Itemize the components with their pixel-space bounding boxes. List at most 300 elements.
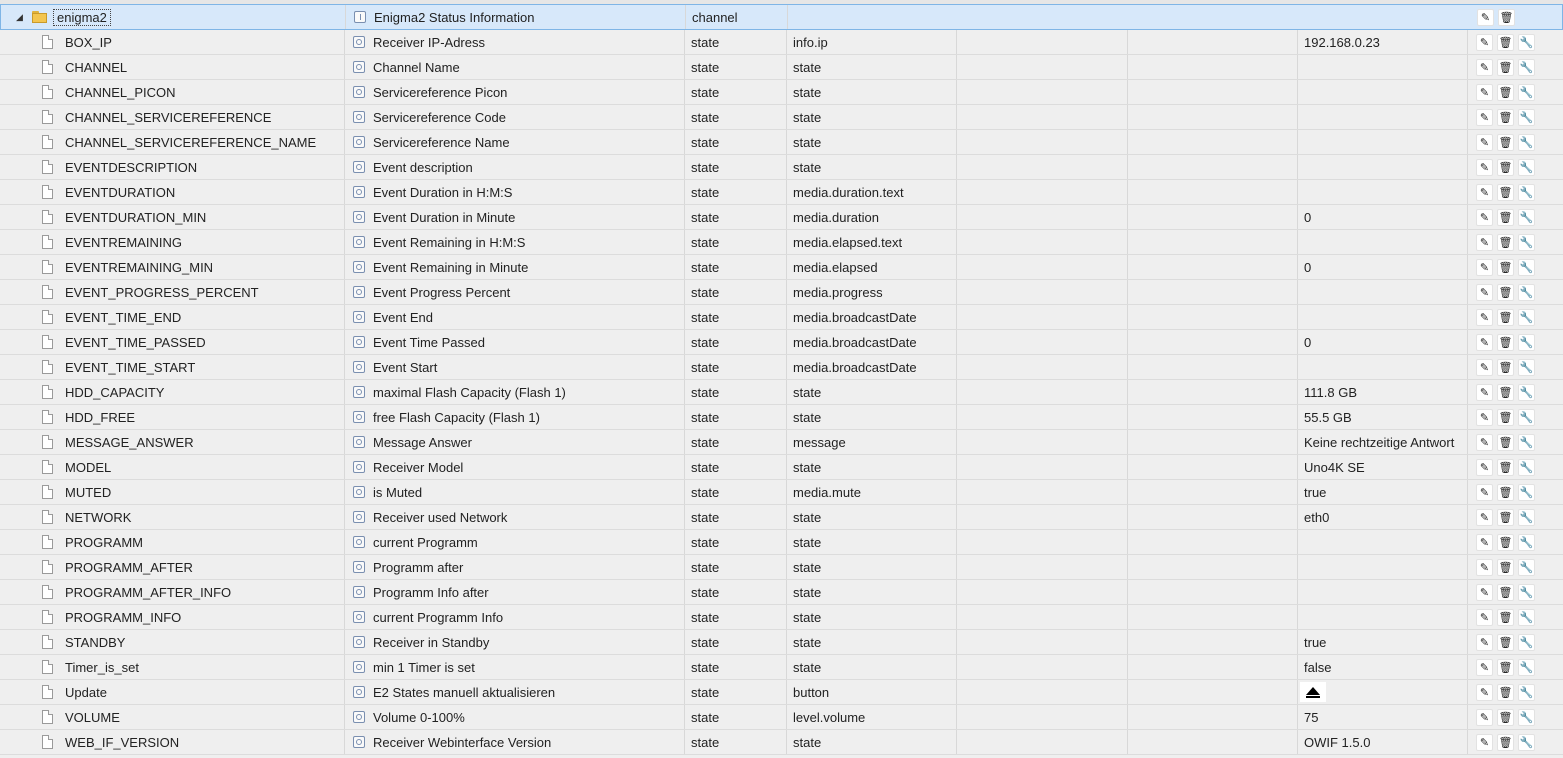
state-description: Event Start bbox=[373, 359, 438, 375]
state-row-update[interactable] bbox=[0, 680, 1563, 705]
state-file-icon bbox=[42, 310, 53, 324]
value-cell[interactable] bbox=[1298, 280, 1468, 304]
state-name: NETWORK bbox=[65, 509, 132, 525]
delete-button[interactable]: 🗑 bbox=[1497, 34, 1514, 51]
state-type-icon bbox=[353, 611, 365, 623]
edit-button[interactable]: ✎ bbox=[1476, 534, 1493, 551]
delete-button[interactable]: 🗑 bbox=[1497, 709, 1514, 726]
role-cell: state bbox=[787, 505, 957, 529]
name-cell bbox=[0, 30, 345, 54]
state-name: EVENTREMAINING bbox=[65, 234, 183, 250]
state-row-muted[interactable] bbox=[0, 480, 1563, 505]
folder-icon bbox=[32, 11, 47, 23]
edit-button[interactable]: ✎ bbox=[1476, 659, 1493, 676]
value-cell[interactable]: OWIF 1.5.0 bbox=[1298, 730, 1468, 754]
state-file-icon bbox=[42, 185, 53, 199]
function-cell bbox=[1128, 455, 1298, 479]
function-cell bbox=[1128, 730, 1298, 754]
delete-button[interactable]: 🗑 bbox=[1497, 684, 1514, 701]
state-name: EVENTREMAINING_MIN bbox=[65, 259, 214, 275]
value-cell[interactable] bbox=[1298, 55, 1468, 79]
edit-button[interactable]: ✎ bbox=[1476, 259, 1493, 276]
state-row-eventremaining[interactable] bbox=[0, 230, 1563, 255]
room-cell bbox=[957, 230, 1128, 254]
type-cell: state bbox=[685, 205, 787, 229]
delete-button[interactable]: 🗑 bbox=[1497, 334, 1514, 351]
description-cell bbox=[346, 5, 686, 29]
delete-button[interactable]: 🗑 bbox=[1497, 634, 1514, 651]
actions-cell bbox=[1468, 380, 1563, 404]
role-cell: media.elapsed.text bbox=[787, 230, 957, 254]
description-cell bbox=[345, 330, 685, 354]
settings-button[interactable]: 🔧 bbox=[1518, 684, 1535, 701]
state-name: EVENTDESCRIPTION bbox=[65, 159, 198, 175]
actions-cell bbox=[1468, 705, 1563, 729]
edit-button[interactable]: ✎ bbox=[1476, 559, 1493, 576]
role-cell: state bbox=[787, 530, 957, 554]
actions-cell bbox=[1468, 405, 1563, 429]
delete-button[interactable]: 🗑 bbox=[1497, 134, 1514, 151]
delete-button[interactable]: 🗑 bbox=[1497, 109, 1514, 126]
description-cell bbox=[345, 105, 685, 129]
state-description: Message Answer bbox=[373, 434, 472, 450]
state-description: E2 States manuell aktualisieren bbox=[373, 684, 556, 700]
state-row-event-time-end[interactable] bbox=[0, 305, 1563, 330]
edit-button[interactable]: ✎ bbox=[1476, 459, 1493, 476]
room-cell bbox=[957, 505, 1128, 529]
type-cell: state bbox=[685, 480, 787, 504]
edit-button[interactable]: ✎ bbox=[1476, 109, 1493, 126]
state-description: Receiver IP-Adress bbox=[373, 34, 485, 50]
role-cell: state bbox=[787, 105, 957, 129]
name-cell bbox=[0, 55, 345, 79]
update-trigger-button[interactable] bbox=[1300, 682, 1326, 702]
settings-button[interactable]: 🔧 bbox=[1518, 609, 1535, 626]
state-row-event-time-start[interactable] bbox=[0, 355, 1563, 380]
role-cell: state bbox=[787, 655, 957, 679]
state-description: is Muted bbox=[373, 484, 423, 500]
edit-button[interactable]: ✎ bbox=[1476, 484, 1493, 501]
actions-cell bbox=[1468, 580, 1563, 604]
state-row-programm-info[interactable] bbox=[0, 605, 1563, 630]
state-file-icon bbox=[42, 560, 53, 574]
value-cell[interactable] bbox=[1298, 355, 1468, 379]
value-cell[interactable]: 192.168.0.23 bbox=[1298, 30, 1468, 54]
delete-button[interactable]: 🗑 bbox=[1497, 359, 1514, 376]
value-cell[interactable]: eth0 bbox=[1298, 505, 1468, 529]
role-cell: media.broadcastDate bbox=[787, 305, 957, 329]
type-cell: state bbox=[685, 555, 787, 579]
name-cell bbox=[0, 355, 345, 379]
value-cell[interactable] bbox=[1298, 680, 1468, 704]
function-cell bbox=[1128, 405, 1298, 429]
settings-button[interactable]: 🔧 bbox=[1518, 209, 1535, 226]
state-file-icon bbox=[42, 335, 53, 349]
type-cell: state bbox=[685, 430, 787, 454]
state-description: Servicereference Code bbox=[373, 109, 506, 125]
state-file-icon bbox=[42, 735, 53, 749]
name-cell bbox=[0, 130, 345, 154]
state-file-icon bbox=[42, 210, 53, 224]
state-row-channel-servicereference-name[interactable] bbox=[0, 130, 1563, 155]
actions-cell bbox=[1468, 330, 1563, 354]
role-cell: media.elapsed bbox=[787, 255, 957, 279]
value-cell[interactable]: 55.5 GB bbox=[1298, 405, 1468, 429]
description-cell bbox=[345, 355, 685, 379]
state-row-programm[interactable] bbox=[0, 530, 1563, 555]
state-row-hdd-capacity[interactable] bbox=[0, 380, 1563, 405]
edit-button[interactable]: ✎ bbox=[1476, 234, 1493, 251]
edit-button[interactable]: ✎ bbox=[1476, 59, 1493, 76]
settings-button[interactable]: 🔧 bbox=[1518, 184, 1535, 201]
type-cell: channel bbox=[686, 5, 788, 29]
edit-button[interactable]: ✎ bbox=[1476, 609, 1493, 626]
settings-button[interactable]: 🔧 bbox=[1518, 559, 1535, 576]
room-cell bbox=[957, 630, 1128, 654]
role-cell: state bbox=[787, 55, 957, 79]
edit-button[interactable]: ✎ bbox=[1476, 734, 1493, 751]
room-cell bbox=[957, 705, 1128, 729]
state-row-programm-after[interactable] bbox=[0, 555, 1563, 580]
settings-button[interactable]: 🔧 bbox=[1518, 634, 1535, 651]
type-cell: state bbox=[685, 455, 787, 479]
edit-button[interactable]: ✎ bbox=[1476, 634, 1493, 651]
settings-button[interactable]: 🔧 bbox=[1518, 284, 1535, 301]
value-cell[interactable] bbox=[1298, 80, 1468, 104]
settings-button[interactable]: 🔧 bbox=[1518, 234, 1535, 251]
role-cell: state bbox=[787, 130, 957, 154]
actions-cell bbox=[1468, 30, 1563, 54]
type-cell: state bbox=[685, 580, 787, 604]
state-description: free Flash Capacity (Flash 1) bbox=[373, 409, 540, 425]
role-cell: message bbox=[787, 430, 957, 454]
value-cell[interactable]: 0 bbox=[1298, 255, 1468, 279]
state-row-box-ip[interactable] bbox=[0, 30, 1563, 55]
role-cell: state bbox=[787, 630, 957, 654]
role-cell: media.progress bbox=[787, 280, 957, 304]
role-cell: state bbox=[787, 80, 957, 104]
channel-row-enigma2[interactable] bbox=[0, 4, 1563, 30]
type-cell: state bbox=[685, 530, 787, 554]
settings-button[interactable]: 🔧 bbox=[1518, 34, 1535, 51]
state-file-icon bbox=[42, 685, 53, 699]
type-cell: state bbox=[685, 330, 787, 354]
value-cell[interactable] bbox=[1298, 230, 1468, 254]
settings-button[interactable]: 🔧 bbox=[1518, 259, 1535, 276]
description-cell bbox=[345, 230, 685, 254]
state-description: Event Progress Percent bbox=[373, 284, 511, 300]
state-description: Event Remaining in H:M:S bbox=[373, 234, 526, 250]
name-cell bbox=[0, 655, 345, 679]
settings-button[interactable]: 🔧 bbox=[1518, 134, 1535, 151]
state-row-programm-after-info[interactable] bbox=[0, 580, 1563, 605]
name-cell bbox=[0, 605, 345, 629]
room-cell bbox=[957, 455, 1128, 479]
settings-button[interactable]: 🔧 bbox=[1518, 434, 1535, 451]
state-file-icon bbox=[42, 235, 53, 249]
state-row-web-if-version[interactable] bbox=[0, 730, 1563, 755]
function-cell bbox=[1128, 155, 1298, 179]
room-cell bbox=[957, 30, 1128, 54]
state-row-channel[interactable] bbox=[0, 55, 1563, 80]
actions-cell bbox=[1469, 5, 1563, 29]
state-name: HDD_FREE bbox=[65, 409, 136, 425]
actions-cell bbox=[1468, 180, 1563, 204]
state-row-channel-servicereference[interactable] bbox=[0, 105, 1563, 130]
delete-button[interactable]: 🗑 bbox=[1497, 209, 1514, 226]
name-cell bbox=[0, 255, 345, 279]
state-row-eventdescription[interactable] bbox=[0, 155, 1563, 180]
state-file-icon bbox=[42, 485, 53, 499]
delete-button[interactable]: 🗑 bbox=[1497, 184, 1514, 201]
settings-button[interactable]: 🔧 bbox=[1518, 584, 1535, 601]
state-name: MUTED bbox=[65, 484, 112, 500]
value-cell[interactable] bbox=[1298, 530, 1468, 554]
state-row-event-time-passed[interactable] bbox=[0, 330, 1563, 355]
delete-button[interactable]: 🗑 bbox=[1497, 84, 1514, 101]
role-cell: state bbox=[787, 405, 957, 429]
edit-button[interactable]: ✎ bbox=[1476, 284, 1493, 301]
value-cell[interactable]: Uno4K SE bbox=[1298, 455, 1468, 479]
room-cell bbox=[957, 205, 1128, 229]
room-cell bbox=[957, 105, 1128, 129]
state-description: maximal Flash Capacity (Flash 1) bbox=[373, 384, 566, 400]
state-description: Event Time Passed bbox=[373, 334, 485, 350]
type-cell: state bbox=[685, 255, 787, 279]
delete-button[interactable]: 🗑 bbox=[1497, 434, 1514, 451]
name-cell bbox=[0, 405, 345, 429]
edit-button[interactable]: ✎ bbox=[1476, 584, 1493, 601]
state-file-icon bbox=[42, 710, 53, 724]
settings-button[interactable]: 🔧 bbox=[1518, 84, 1535, 101]
settings-button[interactable]: 🔧 bbox=[1518, 734, 1535, 751]
state-name: CHANNEL bbox=[65, 59, 128, 75]
name-cell bbox=[0, 280, 345, 304]
state-description: Servicereference Name bbox=[373, 134, 510, 150]
state-row-timer-is-set[interactable] bbox=[0, 655, 1563, 680]
delete-button[interactable]: 🗑 bbox=[1497, 659, 1514, 676]
edit-button[interactable]: ✎ bbox=[1476, 334, 1493, 351]
delete-button[interactable]: 🗑 bbox=[1497, 734, 1514, 751]
type-cell: state bbox=[685, 705, 787, 729]
value-cell[interactable]: 75 bbox=[1298, 705, 1468, 729]
delete-button[interactable]: 🗑 bbox=[1497, 159, 1514, 176]
type-cell: state bbox=[685, 405, 787, 429]
type-cell: state bbox=[685, 630, 787, 654]
delete-button[interactable]: 🗑 bbox=[1497, 534, 1514, 551]
state-type-icon bbox=[353, 161, 365, 173]
description-cell bbox=[345, 480, 685, 504]
settings-button[interactable]: 🔧 bbox=[1518, 509, 1535, 526]
function-cell bbox=[1128, 230, 1298, 254]
name-cell bbox=[0, 630, 345, 654]
state-row-standby[interactable] bbox=[0, 630, 1563, 655]
settings-button[interactable]: 🔧 bbox=[1518, 359, 1535, 376]
room-cell bbox=[957, 155, 1128, 179]
edit-button[interactable]: ✎ bbox=[1476, 684, 1493, 701]
description-cell bbox=[345, 180, 685, 204]
value-cell[interactable] bbox=[1298, 305, 1468, 329]
edit-button[interactable]: ✎ bbox=[1476, 134, 1493, 151]
delete-button[interactable]: 🗑 bbox=[1497, 584, 1514, 601]
edit-button[interactable]: ✎ bbox=[1476, 434, 1493, 451]
function-cell bbox=[1128, 555, 1298, 579]
value-cell[interactable]: 0 bbox=[1298, 330, 1468, 354]
name-cell bbox=[0, 580, 345, 604]
state-file-icon bbox=[42, 535, 53, 549]
delete-button[interactable]: 🗑 bbox=[1497, 384, 1514, 401]
state-type-icon bbox=[353, 561, 365, 573]
edit-button[interactable]: ✎ bbox=[1476, 709, 1493, 726]
settings-button[interactable]: 🔧 bbox=[1518, 309, 1535, 326]
state-row-eventduration-min[interactable] bbox=[0, 205, 1563, 230]
role-cell: media.duration.text bbox=[787, 180, 957, 204]
collapse-triangle-icon[interactable]: ◢ bbox=[16, 11, 23, 22]
settings-button[interactable]: 🔧 bbox=[1518, 534, 1535, 551]
state-type-icon bbox=[353, 436, 365, 448]
settings-button[interactable]: 🔧 bbox=[1518, 459, 1535, 476]
type-cell: state bbox=[685, 30, 787, 54]
name-cell bbox=[0, 705, 345, 729]
value-cell[interactable]: 0 bbox=[1298, 205, 1468, 229]
state-row-message-answer[interactable] bbox=[0, 430, 1563, 455]
edit-button[interactable]: ✎ bbox=[1476, 384, 1493, 401]
state-name: EVENT_TIME_START bbox=[65, 359, 196, 375]
settings-button[interactable]: 🔧 bbox=[1518, 384, 1535, 401]
edit-button[interactable]: ✎ bbox=[1476, 184, 1493, 201]
settings-button[interactable]: 🔧 bbox=[1518, 159, 1535, 176]
name-cell bbox=[0, 730, 345, 754]
room-cell bbox=[957, 555, 1128, 579]
value-cell[interactable] bbox=[1298, 130, 1468, 154]
actions-cell bbox=[1468, 430, 1563, 454]
description-cell bbox=[345, 30, 685, 54]
value-cell[interactable]: true bbox=[1298, 630, 1468, 654]
delete-button[interactable]: 🗑 bbox=[1497, 609, 1514, 626]
state-name: EVENT_TIME_END bbox=[65, 309, 182, 325]
name-cell bbox=[0, 230, 345, 254]
delete-button[interactable]: 🗑 bbox=[1497, 459, 1514, 476]
value-cell[interactable] bbox=[1298, 605, 1468, 629]
state-file-icon bbox=[42, 385, 53, 399]
name-cell bbox=[0, 530, 345, 554]
value-cell[interactable] bbox=[1298, 155, 1468, 179]
state-description: Channel Name bbox=[373, 59, 460, 75]
delete-button[interactable]: 🗑 bbox=[1497, 259, 1514, 276]
state-description: current Programm Info bbox=[373, 609, 504, 625]
description-cell bbox=[345, 430, 685, 454]
edit-button[interactable]: ✎ bbox=[1476, 359, 1493, 376]
delete-button[interactable]: 🗑 bbox=[1497, 509, 1514, 526]
state-row-volume[interactable] bbox=[0, 705, 1563, 730]
delete-button[interactable]: 🗑 bbox=[1497, 309, 1514, 326]
description-cell bbox=[345, 605, 685, 629]
type-cell: state bbox=[685, 80, 787, 104]
description-cell bbox=[345, 455, 685, 479]
settings-button[interactable]: 🔧 bbox=[1518, 484, 1535, 501]
state-type-icon bbox=[353, 111, 365, 123]
room-cell bbox=[957, 605, 1128, 629]
settings-button[interactable]: 🔧 bbox=[1518, 109, 1535, 126]
type-cell: state bbox=[685, 230, 787, 254]
state-file-icon bbox=[42, 135, 53, 149]
type-cell: state bbox=[685, 355, 787, 379]
delete-button[interactable]: 🗑 bbox=[1497, 559, 1514, 576]
edit-button[interactable]: ✎ bbox=[1476, 409, 1493, 426]
value-cell[interactable]: 111.8 GB bbox=[1298, 380, 1468, 404]
state-description: Servicereference Picon bbox=[373, 84, 508, 100]
settings-button[interactable]: 🔧 bbox=[1518, 59, 1535, 76]
state-row-event-progress-percent[interactable] bbox=[0, 280, 1563, 305]
settings-button[interactable]: 🔧 bbox=[1518, 709, 1535, 726]
state-file-icon bbox=[42, 285, 53, 299]
delete-button[interactable]: 🗑 bbox=[1497, 234, 1514, 251]
edit-button[interactable]: ✎ bbox=[1476, 209, 1493, 226]
state-type-icon bbox=[353, 311, 365, 323]
value-cell[interactable]: false bbox=[1298, 655, 1468, 679]
function-cell bbox=[1128, 355, 1298, 379]
state-row-model[interactable] bbox=[0, 455, 1563, 480]
edit-button[interactable]: ✎ bbox=[1477, 9, 1494, 26]
state-row-network[interactable] bbox=[0, 505, 1563, 530]
actions-cell bbox=[1468, 105, 1563, 129]
actions-cell bbox=[1468, 55, 1563, 79]
type-cell: state bbox=[685, 605, 787, 629]
delete-button[interactable]: 🗑 bbox=[1497, 59, 1514, 76]
edit-button[interactable]: ✎ bbox=[1476, 159, 1493, 176]
state-row-channel-picon[interactable] bbox=[0, 80, 1563, 105]
room-cell bbox=[957, 305, 1128, 329]
value-cell[interactable] bbox=[1298, 580, 1468, 604]
delete-button[interactable]: 🗑 bbox=[1497, 409, 1514, 426]
value-cell[interactable] bbox=[1298, 105, 1468, 129]
state-description: Receiver Webinterface Version bbox=[373, 734, 552, 750]
state-type-icon bbox=[353, 136, 365, 148]
settings-button[interactable]: 🔧 bbox=[1518, 334, 1535, 351]
edit-button[interactable]: ✎ bbox=[1476, 84, 1493, 101]
edit-button[interactable]: ✎ bbox=[1476, 309, 1493, 326]
value-cell[interactable]: true bbox=[1298, 480, 1468, 504]
function-cell bbox=[1128, 380, 1298, 404]
value-cell[interactable]: Keine rechtzeitige Antwort bbox=[1298, 430, 1468, 454]
function-cell bbox=[1128, 55, 1298, 79]
settings-button[interactable]: 🔧 bbox=[1518, 409, 1535, 426]
state-file-icon bbox=[42, 460, 53, 474]
state-file-icon bbox=[42, 585, 53, 599]
state-row-hdd-free[interactable] bbox=[0, 405, 1563, 430]
state-file-icon bbox=[42, 510, 53, 524]
state-type-icon bbox=[353, 486, 365, 498]
value-cell[interactable] bbox=[1298, 555, 1468, 579]
edit-button[interactable]: ✎ bbox=[1476, 34, 1493, 51]
state-row-eventduration[interactable] bbox=[0, 180, 1563, 205]
delete-button[interactable]: 🗑 bbox=[1497, 484, 1514, 501]
state-file-icon bbox=[42, 410, 53, 424]
name-cell bbox=[0, 680, 345, 704]
function-cell bbox=[1128, 530, 1298, 554]
state-name: MODEL bbox=[65, 459, 112, 475]
settings-button[interactable]: 🔧 bbox=[1518, 659, 1535, 676]
state-row-eventremaining-min[interactable] bbox=[0, 255, 1563, 280]
state-type-icon bbox=[353, 686, 365, 698]
edit-button[interactable]: ✎ bbox=[1476, 509, 1493, 526]
delete-button[interactable]: 🗑 bbox=[1498, 9, 1515, 26]
actions-cell bbox=[1468, 505, 1563, 529]
state-description: Event Duration in H:M:S bbox=[373, 184, 513, 200]
function-cell bbox=[1128, 330, 1298, 354]
delete-button[interactable]: 🗑 bbox=[1497, 284, 1514, 301]
value-cell[interactable] bbox=[1298, 180, 1468, 204]
